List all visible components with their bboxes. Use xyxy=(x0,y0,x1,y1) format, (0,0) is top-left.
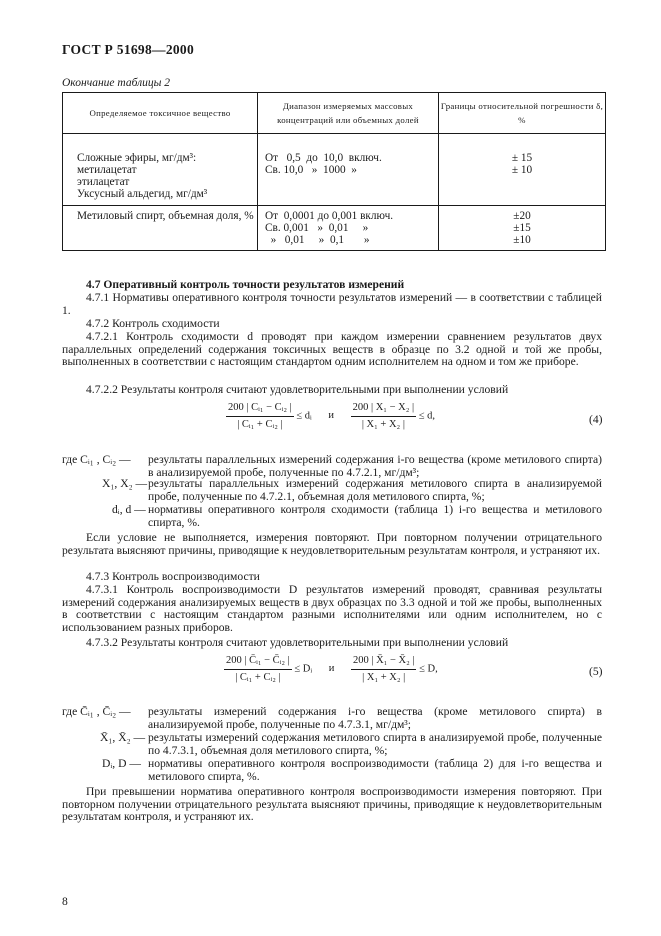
range-line: » 0,01 » 0,1 » xyxy=(265,234,370,246)
paragraph-repeat-measurements: Если условие не выполняется, измерения повторяют. При повторном получении отрицательного результата выясняют причины, приводящие к неудовлетворительным результатам контроля, и устраняют их. xyxy=(62,531,602,557)
substance-line: Метиловый спирт, объемная доля, % xyxy=(77,210,254,222)
fraction xyxy=(224,655,292,684)
relation: ≤ Dᵢ xyxy=(294,663,313,675)
legend-symbol: где Cᵢ₁ , Cᵢ₂ — xyxy=(62,453,131,466)
legend-text: результаты измерений содержания метилового спирта в анализируемой пробе, полученные по 4.7.3.1, объемная доля метилового спирта, %; xyxy=(148,731,602,757)
error-cell xyxy=(439,134,606,206)
fraction-numerator: 200 | X₁ − X₂ | xyxy=(351,402,417,417)
conjunction: и xyxy=(328,663,335,675)
fraction-numerator: 200 | Cᵢ₁ − Cᵢ₂ | xyxy=(226,402,294,417)
error-line: ± 15 xyxy=(511,152,533,164)
fraction-denominator: | Cᵢ₁ + Cᵢ₂ | xyxy=(237,418,283,430)
legend-symbol: dᵢ, d — xyxy=(112,503,146,516)
substance-line: этилацетат xyxy=(77,176,130,188)
formula-5 xyxy=(224,655,438,684)
paragraph-reproducibility-repeat: При превышении норматива оперативного контроля воспроизводимости измерения повторяют. При повторном получении отрицательного результата выясняют причины, приводящие к неудовлетворительным результатам контроля, и устраняют их. xyxy=(62,785,602,823)
legend-symbol: где C̄ᵢ₁ , C̄ᵢ₂ — xyxy=(62,705,131,718)
paragraph-4-7-2-2: 4.7.2.2 Результаты контроля считают удовлетворительными при выполнении условий xyxy=(86,383,509,396)
table-row xyxy=(63,206,606,251)
substance-line: метилацетат xyxy=(77,164,137,176)
fraction-denominator: | X₁ + X₂ | xyxy=(362,671,406,683)
legend-text: результаты параллельных измерений содержания метилового спирта в анализируемой пробе, полученные по 4.7.2.1, объемная доля метилового спирта, %; xyxy=(148,477,602,503)
column-header-range: Диапазон измеряемых массовых концентраций или объемных долей xyxy=(258,93,439,134)
paragraph-4-7-2: 4.7.2 Контроль сходимости xyxy=(86,317,220,330)
range-line: От 0,0001 до 0,001 включ. xyxy=(265,210,394,222)
range-cell xyxy=(258,134,439,206)
legend-text: нормативы оперативного контроля сходимости (таблица 1) i-го вещества и метилового спирта, %. xyxy=(148,503,602,529)
range-cell xyxy=(258,206,439,251)
range-line: От 0,5 до 10,0 включ. xyxy=(265,152,382,164)
standard-designation: ГОСТ Р 51698—2000 xyxy=(62,42,195,57)
paragraph-4-7-3-1: 4.7.3.1 Контроль воспроизводимости D результатов измерений проводят, сравнивая результаты измерений содержания анализируемых веществ в двух образцах по 3.3 одной и той же пробы, выполненных в соответствии с настоящим стандартом разными исполнителями или одним исполнителем, но с использованием разных приборов. xyxy=(62,583,602,634)
fraction-denominator: | X₁ + X₂ | xyxy=(361,418,405,430)
legend-text: нормативы оперативного контроля воспроизводимости (таблица 2) для i-го вещества и метилового спирта, %. xyxy=(148,757,602,783)
fraction-numerator: 200 | C̄ᵢ₁ − C̄ᵢ₂ | xyxy=(224,655,292,670)
paragraph-4-7-3: 4.7.3 Контроль воспроизводимости xyxy=(86,570,260,583)
legend-symbol: X̄₁, X̄₂ — xyxy=(100,731,146,744)
relation: ≤ d, xyxy=(418,410,436,422)
relation: ≤ dᵢ xyxy=(296,410,312,422)
legend-item xyxy=(62,504,602,532)
table-continuation-caption: Окончание таблицы 2 xyxy=(62,77,170,89)
column-header-substance: Определяемое токсичное вещество xyxy=(63,93,258,134)
error-line: ±10 xyxy=(513,234,531,246)
conjunction: и xyxy=(328,410,334,422)
error-line: ±20 xyxy=(513,210,531,222)
relation: ≤ D, xyxy=(419,663,438,675)
equation-number: (4) xyxy=(589,413,603,426)
legend-symbol: Dᵢ, D — xyxy=(102,757,141,770)
legend-item xyxy=(62,732,602,760)
paragraph-4-7-2-1: 4.7.2.1 Контроль сходимости d проводят при каждом измерении сравнением результатов двух параллельных определений содержания токсичных веществ в образце по 3.2 одной и той же пробы, выполненных в соответствии с настоящим стандартом одним исполнителем на одном и том же приборе. xyxy=(62,330,602,368)
legend-item xyxy=(62,758,602,786)
fraction-numerator: 200 | X̄₁ − X̄₂ | xyxy=(351,655,417,670)
column-header-error: Границы относительной погрешности δ, % xyxy=(439,93,606,134)
fraction xyxy=(351,655,417,684)
toxic-substances-table xyxy=(62,92,606,251)
substance-line: Сложные эфиры, мг/дм³: xyxy=(77,152,197,164)
fraction xyxy=(226,402,294,431)
paragraph-4-7-1: 4.7.1 Нормативы оперативного контроля точности результатов измерений — в соответствии с таблицей 1. xyxy=(62,291,602,317)
substance-line: Уксусный альдегид, мг/дм³ xyxy=(77,188,208,200)
page-number: 8 xyxy=(62,895,68,908)
fraction-denominator: | Cᵢ₁ + Cᵢ₂ | xyxy=(235,671,281,683)
legend-symbol: X₁, X₂ — xyxy=(102,477,148,490)
error-line: ± 10 xyxy=(511,164,533,176)
legend-text: результаты параллельных измерений содержания i-го вещества (кроме метилового спирта) в анализируемой пробе, полученные по 4.7.2.1, мг/дм³; xyxy=(148,453,602,479)
error-line: ±15 xyxy=(513,222,531,234)
legend-text: результаты измерений содержания i-го вещества (кроме метилового спирта) в анализируемой пробе, полученные по 4.7.3.1, мг/дм³; xyxy=(148,705,602,731)
table-header-row xyxy=(63,93,606,134)
range-line: Св. 10,0 » 1000 » xyxy=(265,164,357,176)
error-cell xyxy=(439,206,606,251)
substance-cell xyxy=(63,206,258,251)
legend-item xyxy=(62,706,602,734)
equation-number: (5) xyxy=(589,665,603,678)
substance-cell xyxy=(63,134,258,206)
paragraph-4-7-3-2: 4.7.3.2 Результаты контроля считают удовлетворительными при выполнении условий xyxy=(86,636,509,649)
formula-4 xyxy=(226,402,435,431)
section-heading-4-7: 4.7 Оперативный контроль точности результатов измерений xyxy=(86,278,405,291)
table-row xyxy=(63,134,606,206)
fraction xyxy=(351,402,417,431)
range-line: Св. 0,001 » 0,01 » xyxy=(265,222,369,234)
legend-item xyxy=(62,478,602,506)
